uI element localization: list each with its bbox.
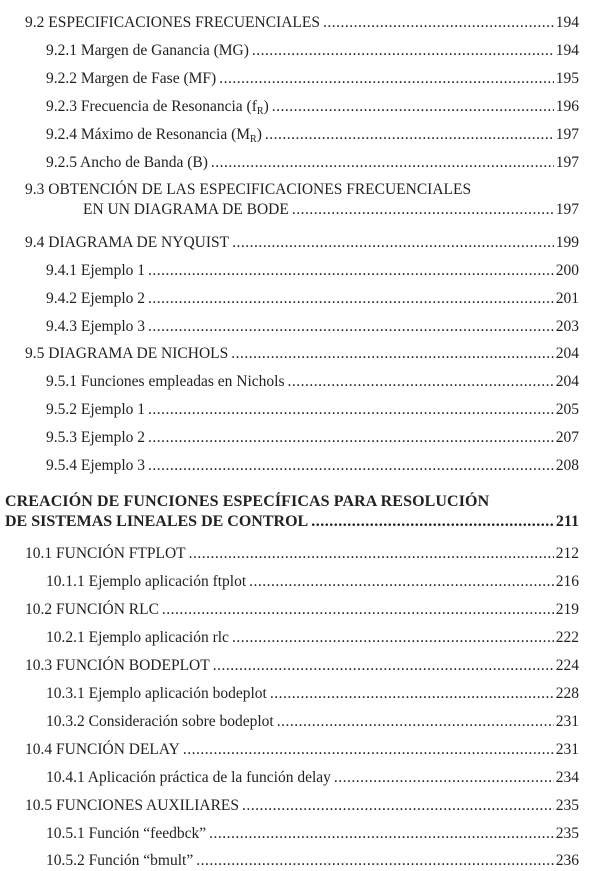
toc-chapter-page: 211 [555,513,579,530]
toc-entry [0,180,600,220]
toc-entry-text: 9.5.1 Funciones empleadas en Nichols [46,373,285,390]
toc-entry-page: 196 [555,98,579,115]
dot-leader [292,200,554,220]
toc-entry-page: 216 [555,573,579,590]
toc-entry-text: 10.2 FUNCIÓN RLC [25,601,159,618]
toc-entry-text: 9.2.3 Frecuencia de Resonancia $(f_R)$ [46,98,269,117]
dot-leader [249,572,554,592]
toc-entry-text: 9.5 DIAGRAMA DE NICHOLS [25,345,229,362]
toc-entry-text: 10.3.2 Consideración sobre bodeplot [46,713,274,730]
toc-entry [0,69,600,89]
dot-leader [148,456,554,476]
toc-entry-text: 9.2.4 Máximo de Resonancia $(M_R)$ [46,126,262,145]
toc-entry [0,261,600,281]
toc-entry-page: 212 [555,545,579,562]
toc-entry-text: 9.2.5 Ancho de Banda (B) [46,154,208,171]
dot-leader [311,512,554,532]
dot-leader [162,600,554,620]
toc-entry-page: 200 [555,262,579,279]
toc-entry-page: 207 [555,429,579,446]
toc-entry-text: 10.5.2 Función “bmult” [46,852,194,869]
toc-entry-page: 203 [555,318,579,335]
toc-entry [0,684,600,704]
toc-entry-text: 10.2.1 Ejemplo aplicación rlc [46,629,229,646]
dot-leader [231,344,554,364]
toc-entry-page: 195 [555,70,579,87]
toc-entry [0,289,600,309]
toc-entry-text-line2: EN UN DIAGRAMA DE BODE [83,201,289,218]
toc-entry [0,428,600,448]
dot-leader [148,317,554,337]
dot-leader [334,768,554,788]
toc-entry [0,740,600,760]
toc-entry-page: 199 [555,234,579,251]
dot-leader [277,712,554,732]
toc-entry-text: 9.2.2 Margen de Fase (MF) [46,70,217,87]
toc-entry-text: 9.5.3 Ejemplo 2 [46,429,146,446]
toc-entry-page: 204 [555,373,579,390]
toc-entry [0,600,600,620]
toc-entry-page: 234 [555,769,579,786]
toc-entry-text: 9.5.4 Ejemplo 3 [46,457,146,474]
toc-entry-page: 197 [555,154,579,171]
toc-entry-text: 10.5.1 Función “feedbck” [46,825,207,842]
dot-leader [323,13,554,33]
toc-entry [0,97,600,117]
toc-entry-page: 205 [555,401,579,418]
toc-entry [0,41,600,61]
dot-leader [209,824,554,844]
toc-entry-page: 201 [555,290,579,307]
toc-entry [0,125,600,145]
dot-leader [265,125,554,145]
toc-entry-page: 208 [555,457,579,474]
toc-entry [0,796,600,816]
toc-entry-text: 10.1.1 Ejemplo aplicación ftplot [46,573,247,590]
dot-leader [232,628,554,648]
dot-leader [183,740,554,760]
dot-leader [252,41,554,61]
toc-entry-page: 197 [555,126,579,143]
dot-leader [232,233,554,253]
toc-entry-text: 9.2.1 Margen de Ganancia (MG) [46,42,249,59]
toc-entry-text: 9.2 ESPECIFICACIONES FRECUENCIALES [25,14,320,31]
toc-entry-page: 219 [555,601,579,618]
toc-entry [0,400,600,420]
toc-chapter [0,492,600,532]
dot-leader [270,684,554,704]
toc-chapter-text-line1: CREACIÓN DE FUNCIONES ESPECÍFICAS PARA RESOLUCIÓN [5,493,490,510]
toc-entry [0,153,600,173]
toc-entry [0,656,600,676]
toc-entry [0,344,600,364]
dot-leader [211,153,554,173]
dot-leader [196,851,554,871]
toc-entry-text: 9.4.3 Ejemplo 3 [46,318,146,335]
toc-entry [0,824,600,844]
toc-entry [0,544,600,564]
toc-entry-page: 222 [555,629,579,646]
toc-entry [0,233,600,253]
toc-entry [0,372,600,392]
dot-leader [272,97,554,117]
toc-entry-page: 194 [555,42,579,59]
toc-entry-text: 10.4 FUNCIÓN DELAY [25,741,180,758]
toc-entry-page: 197 [555,201,579,218]
toc-entry-text: 9.4 DIAGRAMA DE NYQUIST [25,234,230,251]
toc-entry-text: 10.3 FUNCIÓN BODEPLOT [25,657,210,674]
subscript: R [256,106,264,117]
dot-leader [287,372,553,392]
toc-entry-page: 235 [555,797,579,814]
toc-entry-text-line1: 9.3 OBTENCIÓN DE LAS ESPECIFICACIONES FRECUENCIALES [25,181,472,198]
toc-entry-page: 231 [555,713,579,730]
toc-entry [0,317,600,337]
toc-entry-text: 10.3.1 Ejemplo aplicación bodeplot [46,685,267,702]
toc-entry-page: 235 [555,825,579,842]
toc-entry-text: 9.4.2 Ejemplo 2 [46,290,146,307]
toc-entry-page: 231 [555,741,579,758]
dot-leader [213,656,554,676]
dot-leader [148,428,554,448]
toc-entry [0,456,600,476]
toc-entry-page: 236 [555,852,579,869]
toc-entry [0,13,600,33]
dot-leader [148,261,554,281]
toc-entry [0,768,600,788]
toc-entry-text: 10.5 FUNCIONES AUXILIARES [25,797,239,814]
toc-entry-page: 228 [555,685,579,702]
subscript: R [250,134,257,145]
toc-chapter-text-line2: DE SISTEMAS LINEALES DE CONTROL [5,513,309,530]
toc-entry-text: 10.1 FUNCIÓN FTPLOT [25,545,186,562]
toc-entry-text: 10.4.1 Aplicación práctica de la función delay [46,769,331,786]
toc-entry-text: 9.5.2 Ejemplo 1 [46,401,146,418]
toc-entry [0,851,600,871]
dot-leader [219,69,554,89]
toc-entry [0,628,600,648]
toc-entry-page: 194 [555,14,579,31]
dot-leader [242,796,554,816]
dot-leader [148,400,554,420]
dot-leader [189,544,554,564]
toc-entry [0,712,600,732]
toc-entry-page: 204 [555,345,579,362]
toc-entry-text: 9.4.1 Ejemplo 1 [46,262,146,279]
dot-leader [148,289,554,309]
toc-entry-page: 224 [555,657,579,674]
toc-entry [0,572,600,592]
